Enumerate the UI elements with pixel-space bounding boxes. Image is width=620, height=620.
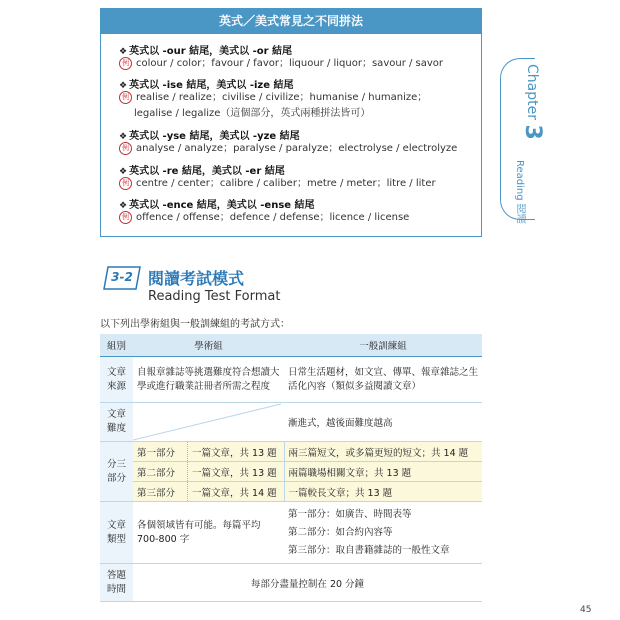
row-label: 文章 類型: [100, 502, 133, 564]
part-name: 第一部分: [133, 442, 188, 462]
table-row: [100, 462, 482, 482]
rule-example-cont: legalise / legalize（這個部分，英式兩種拼法皆可）: [134, 108, 371, 119]
diagonal-line: [133, 403, 281, 441]
header-group: 組別: [100, 334, 133, 357]
page-number: 45: [580, 605, 592, 615]
cell-general: 漸進式，越後面難度越高: [284, 403, 482, 442]
example-mark: 例: [119, 177, 132, 190]
spelling-box: [100, 34, 482, 237]
example-mark: 例: [119, 57, 132, 70]
part-name: 第三部分: [133, 482, 188, 502]
example-mark: 例: [119, 211, 132, 224]
rule-heading: ❖ 英式以 -ise 結尾，美式以 -ize 結尾: [119, 80, 294, 91]
part-academic: 一篇文章，共 13 題: [188, 462, 285, 482]
table-row: [100, 442, 482, 462]
section-title: 閱讀考試模式: [148, 269, 245, 288]
rule-example: 例 colour / color；favour / favor；liquour / liquor；savour / savor: [119, 56, 443, 72]
part-academic: 一篇文章，共 13 題: [188, 442, 285, 462]
cell-general: 第一部分：如廣告、時間表等 第二部分：如合約內容等 第三部分：取自書籍雜誌的一般性文章: [284, 502, 482, 564]
rule-example: 例 realise / realize；civilise / civilize；humanise / humanize；: [119, 90, 427, 106]
header-academic: 學術組: [133, 334, 284, 357]
example-mark: 例: [119, 142, 132, 155]
table-header-row: [100, 334, 482, 357]
row-label: 文章 來源: [100, 357, 133, 403]
part-general: 兩三篇短文，或多篇更短的短文；共 14 題: [284, 442, 482, 462]
cell-academic: 各個領域皆有可能。每篇平均 700-800 字: [133, 502, 284, 564]
table-row: [100, 482, 482, 502]
cell-academic: 自報章雜誌等挑選難度符合想讀大學或進行職業註冊者所需之程度: [133, 357, 284, 403]
section-subtitle: Reading Test Format: [148, 289, 281, 304]
chapter-label: Reading 閱讀: [514, 160, 525, 224]
cell-academic-empty: [133, 403, 284, 442]
chapter-word: Chapter: [524, 64, 540, 120]
rule-example: 例 centre / center；calibre / caliber；metre / meter；litre / liter: [119, 176, 436, 192]
table-row: [100, 357, 482, 403]
part-general: 一篇較長文章；共 13 題: [284, 482, 482, 502]
rule-example: 例 analyse / analyze；paralyse / paralyze；electrolyse / electrolyze: [119, 141, 457, 157]
rule-heading: ❖ 英式以 -re 結尾，美式以 -er 結尾: [119, 166, 285, 177]
row-label: 文章 難度: [100, 403, 133, 442]
cell-time: 每部分盡量控制在 20 分鐘: [133, 564, 482, 602]
chapter-number: 3: [520, 124, 545, 140]
format-table: [100, 334, 482, 602]
part-general: 兩篇職場相關文章；共 13 題: [284, 462, 482, 482]
cell-general: 日常生活題材，如文宣、傳單、報章雜誌之生活化內容（類似多益閱讀文章）: [284, 357, 482, 403]
table-row: [100, 502, 482, 564]
intro-text: 以下列出學術組與一般訓練組的考試方式：: [100, 319, 290, 330]
rule-heading: ❖ 英式以 -ence 結尾，美式以 -ense 結尾: [119, 200, 315, 211]
spelling-box-title: 英式／美式常見之不同拼法: [100, 8, 482, 34]
part-name: 第二部分: [133, 462, 188, 482]
rule-heading: ❖ 英式以 -our 結尾，美式以 -or 結尾: [119, 46, 293, 57]
table-row: [100, 403, 482, 442]
example-mark: 例: [119, 91, 132, 104]
header-general: 一般訓練組: [284, 334, 482, 357]
rule-heading: ❖ 英式以 -yse 結尾，美式以 -yze 結尾: [119, 131, 300, 142]
row-label: 分三 部分: [100, 442, 133, 502]
part-academic: 一篇文章，共 14 題: [188, 482, 285, 502]
table-row: [100, 564, 482, 602]
row-label: 答題 時間: [100, 564, 133, 602]
rule-example: 例 offence / offense；defence / defense；licence / license: [119, 210, 409, 226]
section-badge: 3-2: [111, 270, 133, 284]
